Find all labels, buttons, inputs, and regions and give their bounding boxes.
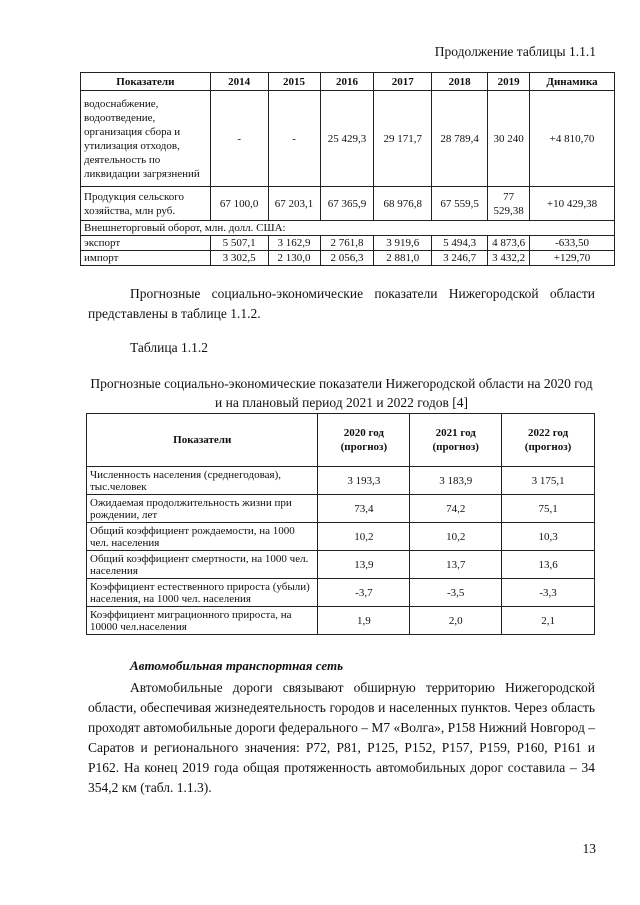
table1-cell: 5 507,1 [210,236,268,251]
table2-header-cell: 2022 год (прогноз) [502,414,595,467]
table-1-1-2 [86,413,595,635]
table2-cell: 3 175,1 [502,467,595,495]
table-row [81,236,615,251]
table1-header-cell: 2014 [210,73,268,91]
table1-cell: - [210,91,268,187]
table-row [87,551,595,579]
table2-cell: 13,7 [410,551,502,579]
table2-cell: -3,5 [410,579,502,607]
table2-label: Таблица 1.1.2 [130,340,208,355]
table1-header-cell: 2018 [432,73,488,91]
table1-cell: 77 529,38 [488,187,530,221]
table1-cell: 2 056,3 [320,251,374,266]
table2-cell: 1,9 [318,607,410,635]
table1-cell: +129,70 [530,251,615,266]
table2-cell: 3 183,9 [410,467,502,495]
table2-row-label: Численность населения (среднегодовая), тыс.человек [87,467,318,495]
table2-cell: 10,2 [410,523,502,551]
table2-cell: -3,3 [502,579,595,607]
table2-cell: 75,1 [502,495,595,523]
table1-cell: - [268,91,320,187]
table1-header-cell: 2019 [488,73,530,91]
table2-cell: 3 193,3 [318,467,410,495]
table1-row-label: водоснабжение, водоотведение, организация сбора и утилизация отходов, деятельность по ликвидации загрязнений [81,91,211,187]
table1-cell: 28 789,4 [432,91,488,187]
table-row [87,467,595,495]
table2-row-label: Коэффициент естественного прироста (убыли) населения, на 1000 чел. населения [87,579,318,607]
table1-cell: 25 429,3 [320,91,374,187]
table1-cell: 5 494,3 [432,236,488,251]
table1-cell: 30 240 [488,91,530,187]
page-number: 13 [582,841,596,856]
table2-header-cell: Показатели [87,414,318,467]
table2-row-label: Общий коэффициент смертности, на 1000 чел. населения [87,551,318,579]
table2-header-cell: 2021 год (прогноз) [410,414,502,467]
table2-cell: -3,7 [318,579,410,607]
table1-header-cell: Динамика [530,73,615,91]
table1-cell: +4 810,70 [530,91,615,187]
table2-cell: 10,3 [502,523,595,551]
table2-cell: 74,2 [410,495,502,523]
table1-cell: 3 432,2 [488,251,530,266]
table-row [81,251,615,266]
table2-cell: 10,2 [318,523,410,551]
table-row [81,221,615,236]
table1-cell: 67 100,0 [210,187,268,221]
table2-cell: 73,4 [318,495,410,523]
body-paragraph: Автомобильные дороги связывают обширную территорию Нижегородской области, обеспечивая жизнедеятельность городов и населенных пунктов. Через область проходят автомобильные дороги федерального – М7 «Волга», Р158 Нижний Новгород – Саратов и регионального значения: Р72, Р81, Р125, Р152, Р157, Р159, Р160, Р161 и Р162. На конец 2019 года общая протяженность автомобильных дорог составила – 34 354,2 км (табл. 1.1.3). [88,680,596,795]
table1-row-label: экспорт [81,236,211,251]
table1-cell: 2 130,0 [268,251,320,266]
table1-cell: 67 203,1 [268,187,320,221]
table2-cell: 13,6 [502,551,595,579]
table1-header-cell: 2017 [374,73,432,91]
table1-cell: 29 171,7 [374,91,432,187]
table-row [81,91,615,187]
table-row [81,187,615,221]
table-row [87,579,595,607]
table2-cell: 13,9 [318,551,410,579]
table1-cell: 3 246,7 [432,251,488,266]
table1-cell: 68 976,8 [374,187,432,221]
continuation-caption: Продолжение таблицы 1.1.1 [434,44,596,59]
table2-row-label: Общий коэффициент рождаемости, на 1000 чел. населения [87,523,318,551]
table1-cell: 3 302,5 [210,251,268,266]
table1-cell: 67 365,9 [320,187,374,221]
table-row [87,607,595,635]
table1-header-cell: 2015 [268,73,320,91]
table2-title: Прогнозные социально-экономические показатели Нижегородской области на 2020 год и на плановый период 2021 и 2022 годов [4] [90,376,593,410]
table1-row-label: импорт [81,251,211,266]
table2-cell: 2,1 [502,607,595,635]
table2-row-label: Ожидаемая продолжительность жизни при рождении, лет [87,495,318,523]
section-heading: Автомобильная транспортная сеть [130,658,344,673]
table1-cell: 4 873,6 [488,236,530,251]
table1-cell: 2 881,0 [374,251,432,266]
table-row [87,523,595,551]
table1-header-cell: Показатели [81,73,211,91]
table1-cell: 3 919,6 [374,236,432,251]
table2-row-label: Коэффициент миграционного прироста, на 10000 чел.населения [87,607,318,635]
table1-cell: 2 761,8 [320,236,374,251]
table1-row-label: Продукция сельского хозяйства, млн руб. [81,187,211,221]
table1-cell: 67 559,5 [432,187,488,221]
table2-cell: 2,0 [410,607,502,635]
table1-header-cell: 2016 [320,73,374,91]
table-row [87,495,595,523]
table1-header-row [81,73,615,91]
table1-cell: -633,50 [530,236,615,251]
table1-section-label: Внешнеторговый оборот, млн. долл. США: [81,221,615,236]
table1-cell: 3 162,9 [268,236,320,251]
table-1-1-1 [80,72,615,266]
table2-header-row [87,414,595,467]
table2-header-cell: 2020 год (прогноз) [318,414,410,467]
table1-cell: +10 429,38 [530,187,615,221]
intro-paragraph: Прогнозные социально-экономические показатели Нижегородской области представлены в таблице 1.1.2. [88,286,595,321]
